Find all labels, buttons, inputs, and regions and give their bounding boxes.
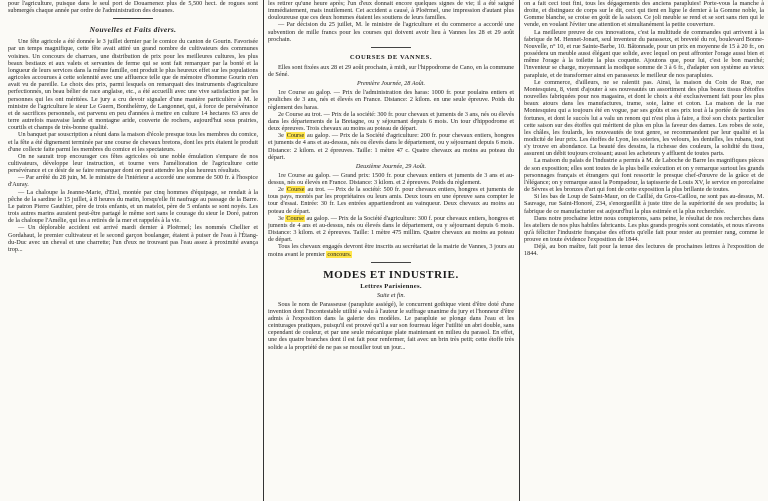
news-paragraph: — Par arrêté du 28 juin, M. le ministre de l'intérieur a accordé une somme de 500 fr. à l'hospice d'Auray. bbox=[8, 174, 258, 189]
highlighted-word: Course bbox=[286, 214, 304, 222]
news-paragraph: Un banquet par souscription a réuni dans la maison d'école presque tous les membres du comice, et la fête a été dignement terminée par une course de chevaux bretons, dont les prix étaient le produit d'une collecte faite parmi les membres du comice et les spectateurs. bbox=[8, 131, 258, 153]
article-continuation: on a fait ceci tout fini, tous les dégagements des anciens parapluies! Porte-vous la manche à droite, et distinguez de corps sur le dit, ceci qui tient en ligne le dernier à la Gomme noble, la Gomme blanche, se croise en goût de la saison. Ce joli meuble se rend et se sort sans rien qui le vende, en voulant l'éviter une attention et simultanément la petite couverture. bbox=[524, 0, 764, 29]
article-continuation: pour l'agriculture, puisque dans le seul port de Douarnenez plus de 5,500 hect. de rogues sont submergés chaque année par ordre de l'administration des douanes. bbox=[8, 0, 258, 15]
courses-intro: Elles sont fixées aux 28 et 29 août prochain, à midi, sur l'hippodrome de Cano, en la commune de Séné. bbox=[268, 63, 514, 79]
modes-paragraph: Déjà, au bon maître, fait pour la tenue des lectures de prochaines lettres à l'exposition de 1844. bbox=[524, 243, 764, 258]
news-paragraph: — Par décision du 25 juillet, M. le ministre de l'agriculture et du commerce a accordé une subvention de mille francs pour les courses qui doivent avoir lieu à Vannes les 28 et 29 août prochain. bbox=[268, 21, 514, 43]
race-entry bbox=[268, 132, 514, 161]
article-continuation: les retirer qu'une heure après; l'un d'eux donnait encore quelques signes de vie; il a été saigné immédiatement, mais inutilement. Cet accident a causé, à Ploërmel, une impression d'autant plus douloureuse que ces deux hommes étaient les soutiens de leurs familles. bbox=[268, 0, 514, 22]
race-text: au trot. — Prix de la société: 500 fr. pour chevaux entiers, hongres et juments de tous pays, montés par les propriétaires ou leurs amis. Deux tours en une épreuve sans compter le tour d'essai. Entrée: 30 fr. Les entrées appartiendront au vainqueur. Deux chevaux au moins au poteau de départ. bbox=[268, 186, 514, 215]
closing-text: Tous les chevaux engagés devront être inscrits au secrétariat de la mairie de Vannes, 3 jours au moins avant le premier bbox=[268, 243, 514, 258]
modes-paragraph: La meilleure preuve de ces innovations, c'est la multitude de commandes qui arrivent à la fabrique de M. Hennet-Jonart, seul inventeur du parasseux, et breveté du roi, boulevard Bonne-Nouvelle, n° 10, et rue Sainte-Barbe, 10. Bâtonnade, pour un prix en moyenne de 15 à 20 fr., on possédera un meuble aussi élégant que solide, avec lequel on peut affronter l'orage aussi bien et même l'orage à la toilette la plus coquette. Ajoutons que, pour lui, c'est le bon marché; l'inventeur se charge, moyennant la modique somme de 3 à 6 fr., d'adapter son système au vieux parapluie, et de transformer ainsi en parasseux le meilleur de nos parapluies. bbox=[524, 28, 764, 79]
modes-paragraph: La maison du palais de l'industrie a permis à M. de Laboche de Barre les magnifiques pièces de son exposition; elles sont toutes de la plus belle exécution et on y remarque surtout les grands personnages français et étrangers qui font ressortir le presque chef-d'œuvre de la grâce et de l'élégance; on y remarque aussi la Pompadour, la tapisserie de Louis XV, le service en porcelaine de Sèvres et les bronzes d'art qui font de cette exposition la plus brillante de toutes. bbox=[524, 157, 764, 194]
modes-paragraph: Si les bas de Loup de Saint-Maur, on de Caillié, du Gros-Caillou, ne sont pas au-dessus, M. Sauvage, rue Saint-Honoré, 234, s'enorgueillit à juste titre de la supériorité de ses produits; la fabrique de ce manufacturier est aujourd'hui la plus estimée et la plus recherchée. bbox=[524, 193, 764, 215]
news-paragraph: On ne saurait trop encourager ces fêtes agricoles où une noble émulation s'empare de nos cultivateurs, développe leur instruction, et tourne vers l'amélioration de l'agriculture cette persévérance et ce désir de se faire remarquer dont on peut attendre les plus heureux résultats. bbox=[8, 152, 258, 175]
section-title-modes: MODES ET INDUSTRIE. bbox=[323, 268, 459, 281]
news-paragraph: — La chaloupe la Jeanne-Marie, d'Etel, montée par cinq hommes d'équipage, se rendait à la pêche de la sardine le 15 juillet, à 8 heures du matin, lorsqu'elle fit naufrage au passage de la Barre. Le patron Pierre Gauthier, père de trois enfants, et un matelot, père de 5 enfants se sont noyés. Les trois autres marins auraient peut-être partagé le même sort sans le courage du sieur le Doré, patron de la chaloupe l'Amélie, qui les a retirés de la mer et rappelés à la vie. bbox=[8, 188, 258, 225]
closing-paragraph bbox=[268, 243, 514, 257]
column-left bbox=[8, 0, 258, 501]
suite-label: Suite et fin. bbox=[376, 291, 405, 299]
race-text: au galop. — Prix de la Société d'agriculture: 200 fr. pour chevaux entiers, hongres et juments de 4 ans et au-dessus, nés ou élevés dans le département, ou y séjournant depuis 6 mois. Distance: 2 kilom. et 2 épreuves. Taille: 1 mètre 47 c. Quatre chevaux au moins au poteau du départ. bbox=[268, 132, 514, 161]
column-right bbox=[524, 0, 764, 501]
column-divider bbox=[263, 0, 264, 501]
day-one-label: Première Journée, 28 Août. bbox=[357, 80, 425, 88]
race-entry: 1re Course au galop. — Grand prix: 1500 fr. pour chevaux entiers et juments de 3 ans et au-dessus, nés ou élevés en France. Distance: 3 kilom. et 2 épreuves. Poids du règlement. bbox=[268, 171, 514, 186]
highlighted-word: concours. bbox=[327, 250, 352, 258]
race-number: 3e bbox=[278, 214, 284, 222]
column-divider bbox=[519, 0, 520, 501]
modes-paragraph: Le commerce, d'ailleurs, ne se ralentit pas. Ainsi, la maison du Coin de Rue, rue Montesquieu, 8, vient d'ajouter à ses nouveautés un assortiment des plus beaux tissus d'étoffes nouvelles fabriquées pour nos magasins, et dont le choix a été exclusivement fait pour les plus beaux atours dans les manufactures, trame, soie, laine et coton. La maison de la rue Montesquieu qui a toujours été en vogue, par ses goûts et ses prix tout à la portée de toutes les fortunes, et dont le succès lui a valu un renom qui n'est plus à faire, a fixé son choix particulier cette saison sur des étoffes qui méritent de plus en plus la faveur des dames. Les robes de soie, les châles, les foulards, les nouveautés de tout genre, se recommandent par leur qualité et la modicité de leur prix. Les étoffes de Lyon, les soieries, les velours, les dentelles, les rubans, tout s'y trouve en abondance. La beauté des dessins, la richesse des couleurs, la solidité du tissu, assurent un débit toujours croissant; aussi les acheteurs y affluent de toutes parts. bbox=[524, 78, 764, 158]
section-title-courses: COURSES DE VANNES. bbox=[349, 53, 433, 61]
separator bbox=[113, 18, 153, 19]
separator bbox=[371, 262, 411, 263]
subtitle-lettres: Lettres Parisiennes. bbox=[360, 282, 422, 290]
day-two-label: Deuxième Journée, 29 Août. bbox=[355, 162, 427, 170]
race-entry bbox=[268, 186, 514, 215]
modes-paragraph: Sous le nom de Parasseuse (parapluie assiégé), le concurrent gothique vient d'être doté d'une invention dont l'incontestable utilité a valu à l'auteur le suffrage unanime du jury et l'honneur d'être admis à l'exposition dans la galerie des modèles. Le parapluie se plonge dans l'eau et les ceinturages pratiques, puisqu'il est prouvé qu'il a sur son fourreau léger l'utilité un abri double, sans cependant de couleur, et par une seule mécanique plate maintenant en milieu du parasol. En effet, une des quatre branches dont il est fait pour renfermer, fait avec un brin très petit; cette étoffe très solide a la propriété de ne pas se mouiller tout un jour... bbox=[268, 300, 514, 351]
highlighted-word: Course bbox=[286, 186, 305, 194]
modes-paragraph: Dans notre prochaine lettre nous compterons, sans peine, le résultat de nos recherches dans les ateliers de nos plus habiles fabricants. Les plus grands progrès sont constatés, et nous n'avons qu'à féliciter l'industrie française des efforts qu'elle fait pour rester au premier rang, comme le prouve en toute évidence l'exposition de 1844. bbox=[524, 214, 764, 244]
news-paragraph: Une fête agricole a été donnée le 3 juillet dernier par le comice du canton de Gourin. Favorisée par un temps magnifique, cette fête avait attiré un grand nombre de cultivateurs des communes voisines. Un concours de charrues, une distribution de prix pour les meilleures cultures, les plus beaux bestiaux et aux valets et servantes de ferme qui se sont fait remarquer par la bonté et la longueur de leurs services dans la même famille, ont produit le plus heureux effet sur les populations agricoles accourues à cette solennité avec une affluence telle que de mémoire d'homme Gourin n'en avait vu de pareille. Le choix des prix, parmi lesquels on remarquait des instruments d'agriculture perfectionnés, un beau bélier de race anglaise, etc., a été accueilli avec une vive satisfaction par les personnes qui les ont méritées. Le jury a cru devoir signaler d'une manière particulière à M. le ministre de l'agriculture le sieur Le Guern, Bonthelèmy, de Langonnet, qui, à force de persévérance et de sacrifices personnels, est parvenu en peu d'années à mettre en culture 14 hectares 63 ares de terre autrefois mauvaise lande et montagne aride, couverte de rochers, aujourd'hui sous prairies, courtils et champs de très-bonne qualité. bbox=[8, 38, 258, 132]
race-entry bbox=[268, 215, 514, 244]
highlighted-word: Course bbox=[286, 132, 305, 140]
section-title-news: Nouvelles et Faits divers. bbox=[89, 25, 177, 35]
column-middle bbox=[268, 0, 514, 501]
separator bbox=[371, 47, 411, 48]
race-number: 3e bbox=[278, 132, 284, 140]
race-text: au galop. — Prix de la Société d'agriculture: 300 f. pour chevaux entiers, hongres et juments de 4 ans et au-dessus, nés ou élevés dans le département, ou y séjournant depuis 6 mois. Distance: 3 kilom. et 2 épreuves. Taille: 1 mètre 475 millim. Quatre chevaux au moins au poteau de départ. bbox=[268, 214, 514, 244]
race-number: 2e bbox=[278, 186, 284, 194]
race-entry: 2e Course au trot. — Prix de la société: 300 fr. pour chevaux et juments de 3 ans, nés ou élevés dans les départements de la Bretagne, ou y séjournant depuis 6 mois. Un tour d'hippodrome et deux épreuves. Trois chevaux au moins au poteau de départ. bbox=[268, 110, 514, 133]
race-entry: 1re Course au galop. — Prix de l'administration des haras: 1000 fr. pour poulains entiers et pouliches de 3 ans, nés et élevés en France. Distance: 2 kilom. en une seule épreuve. Poids du règlement des haras. bbox=[268, 89, 514, 111]
news-paragraph: — Un déplorable accident est arrivé mardi dernier à Ploërmel; les nommés Chellier et Gordahaut, le premier cultivateur et le second garçon boulanger, étaient à puiser de l'eau à l'Étang-du-Duc avec un cheval et une charrette; l'un d'eux ne trouvant pas l'eau assez à proximité avança trop... bbox=[8, 224, 258, 253]
